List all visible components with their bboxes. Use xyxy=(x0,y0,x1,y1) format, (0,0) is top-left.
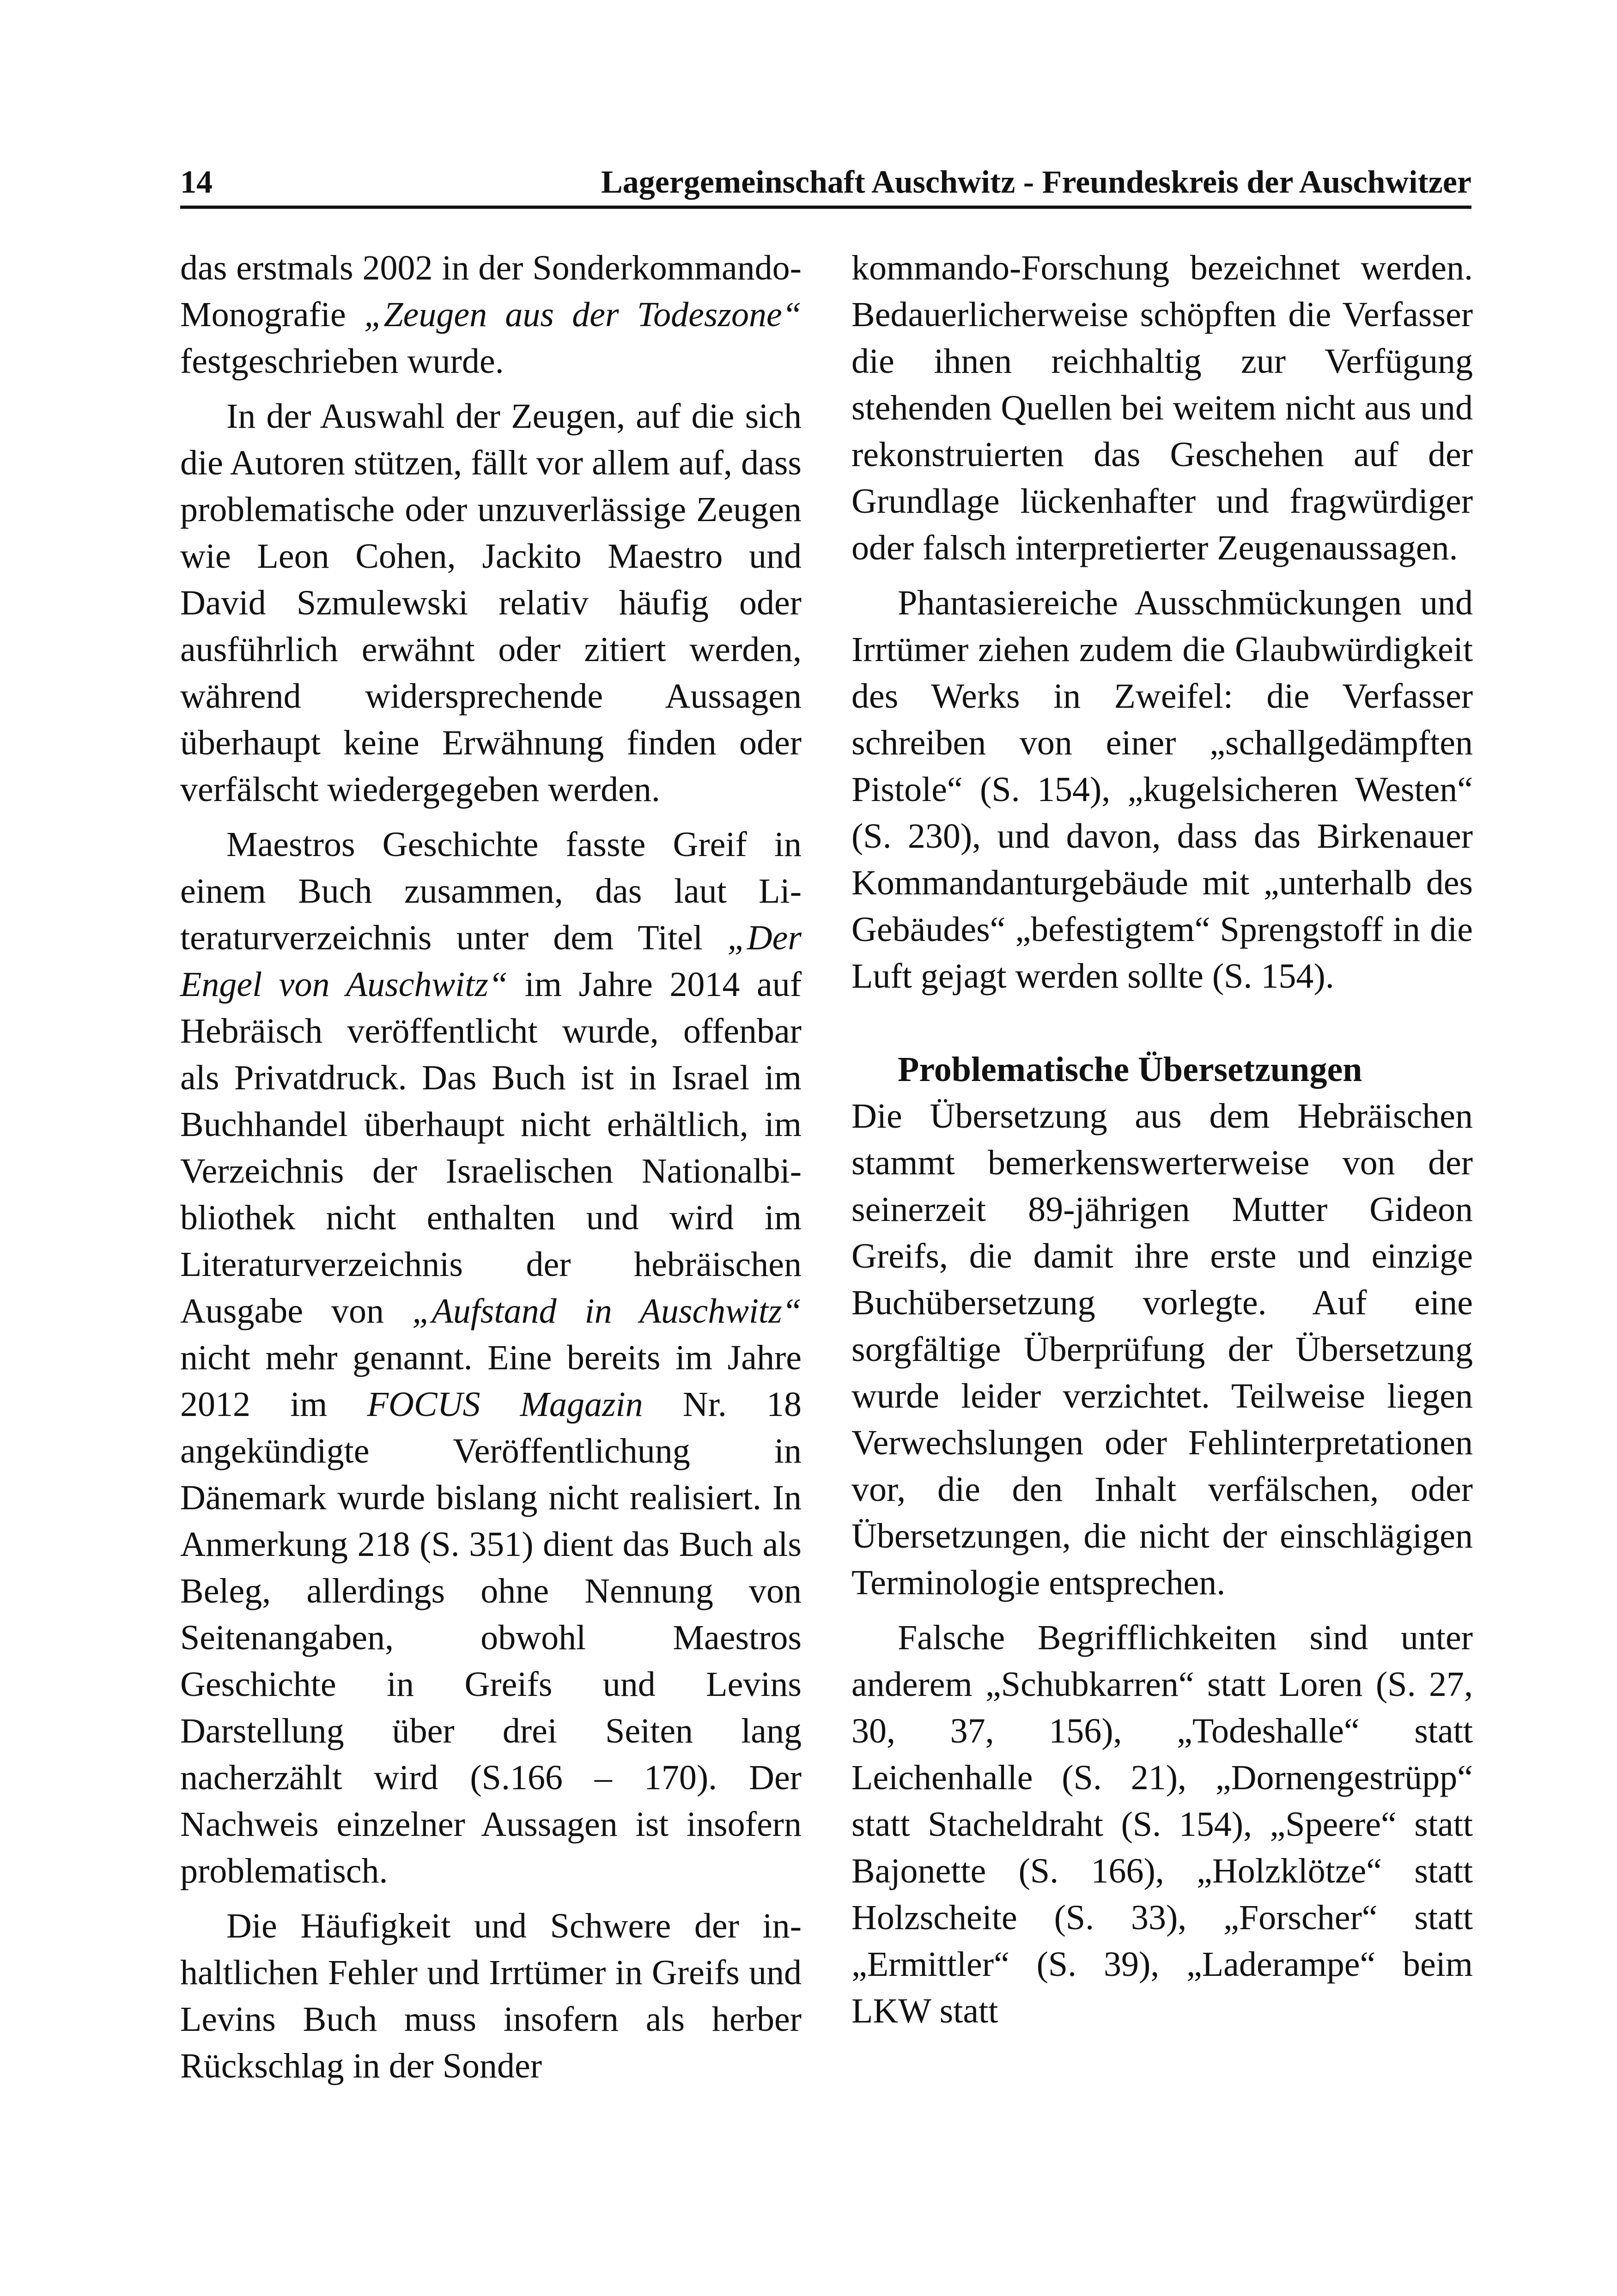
page-header xyxy=(180,159,1471,209)
paragraph: Falsche Begrifflichkeiten sind unter anderem „Schubkarren“ statt Loren (S. 27, 30, 37, 156), „Todeshalle“ statt Leichenhalle (S. 21), „Dornengestrüpp“ statt Stacheldraht (S. 154), „Speere“ statt Bajonette (S. 166), „Holzklötze“ statt Holzscheite (S. 33), „Forscher“ statt „Ermittler“ (S. 39), „Laderampe“ beim LKW statt xyxy=(851,1618,1473,2030)
running-title: Lagergemeinschaft Auschwitz - Freundeskreis der Auschwitzer xyxy=(601,164,1471,200)
paragraph: kommando-Forschung bezeichnet werden. Bedauerlicherweise schöpften die Verfasser die ihnen reichhaltig zur Verfügung stehenden Quellen bei weitem nicht aus und rekonstruierten das Geschehen auf der Grundlage lückenhafter und fragwürdiger oder falsch interpretierter Zeugenaussagen. xyxy=(851,249,1473,567)
right-column xyxy=(851,245,1473,2035)
paragraph: Die Häufigkeit und Schwere der inhaltlichen Fehler und Irrtümer in Greifs und Levins Buch muss insofern als herber Rückschlag in der Sonder xyxy=(180,1907,802,2085)
paragraph: Die Übersetzung aus dem Hebräischen stammt bemerkenswerterweise von der seinerzeit 89-jährigen Mutter Gideon Greifs, die damit ihre erste und einzige Buchübersetzung vorlegte. Auf eine sorgfältige Überprüfung der Übersetzung wurde leider verzichtet. Teilweise liegen Verwechslungen oder Fehlinterpretationen vor, die den Inhalt verfälschen, oder Übersetzungen, die nicht der einschlägigen Terminologie entsprechen. xyxy=(851,1097,1473,1602)
left-column xyxy=(180,245,802,2089)
paragraph: Phantasiereiche Ausschmückungen und Irrtümer ziehen zudem die Glaubwürdigkeit des Werks in Zweifel: die Verfasser schreiben von einer „schallgedämpften Pistole“ (S. 154), „kugelsicheren Westen“ (S. 230), und davon, dass das Birkenauer Kommandanturgebäude mit „unterhalb des Gebäudes“ „befestigtem“ Sprengstoff in die Luft gejagt werden sollte (S. 154). xyxy=(851,583,1473,996)
paragraph: das erstmals 2002 in der Sonderkommando-Monografie „Zeugen aus der Todeszone“ festgeschrieben wurde. xyxy=(180,249,802,381)
page-number: 14 xyxy=(180,164,213,200)
paragraph: In der Auswahl der Zeugen, auf die sich die Autoren stützen, fällt vor allem auf, dass problematische oder unzuverlässige Zeugen wie Leon Cohen, Jackito Maestro und David Szmulewski relativ häufig oder ausführlich erwähnt oder zitiert werden, während widersprechende Aussagen überhaupt keine Erwähnung finden oder verfälscht wiedergegeben werden. xyxy=(180,397,802,809)
paragraph: Maestros Geschichte fasste Greif in einem Buch zusammen, das laut Literaturverzeichnis unter dem Titel „Der Engel von Auschwitz“ im Jahre 2014 auf Hebräisch veröffentlicht wurde, offenbar als Privatdruck. Das Buch ist in Israel im Buchhandel überhaupt nicht erhältlich, im Verzeichnis der Israelischen Nationalbibliothek nicht enthalten und wird im Literaturverzeichnis der hebräischen Ausgabe von „Aufstand in Auschwitz“ nicht mehr genannt. Eine bereits im Jahre 2012 im FOCUS Magazin Nr. 18 angekündigte Veröffentlichung in Dänemark wurde bislang nicht realisiert. In Anmerkung 218 (S. 351) dient das Buch als Beleg, allerdings ohne Nennung von Seitenangaben, obwohl Maestros Geschichte in Greifs und Levins Darstellung über drei Seiten lang nacherzählt wird (S.166 – 170). Der Nachweis einzelner Aussagen ist insofern problematisch. xyxy=(180,825,802,1890)
section-heading: Problematische Übersetzungen xyxy=(898,1050,1362,1089)
